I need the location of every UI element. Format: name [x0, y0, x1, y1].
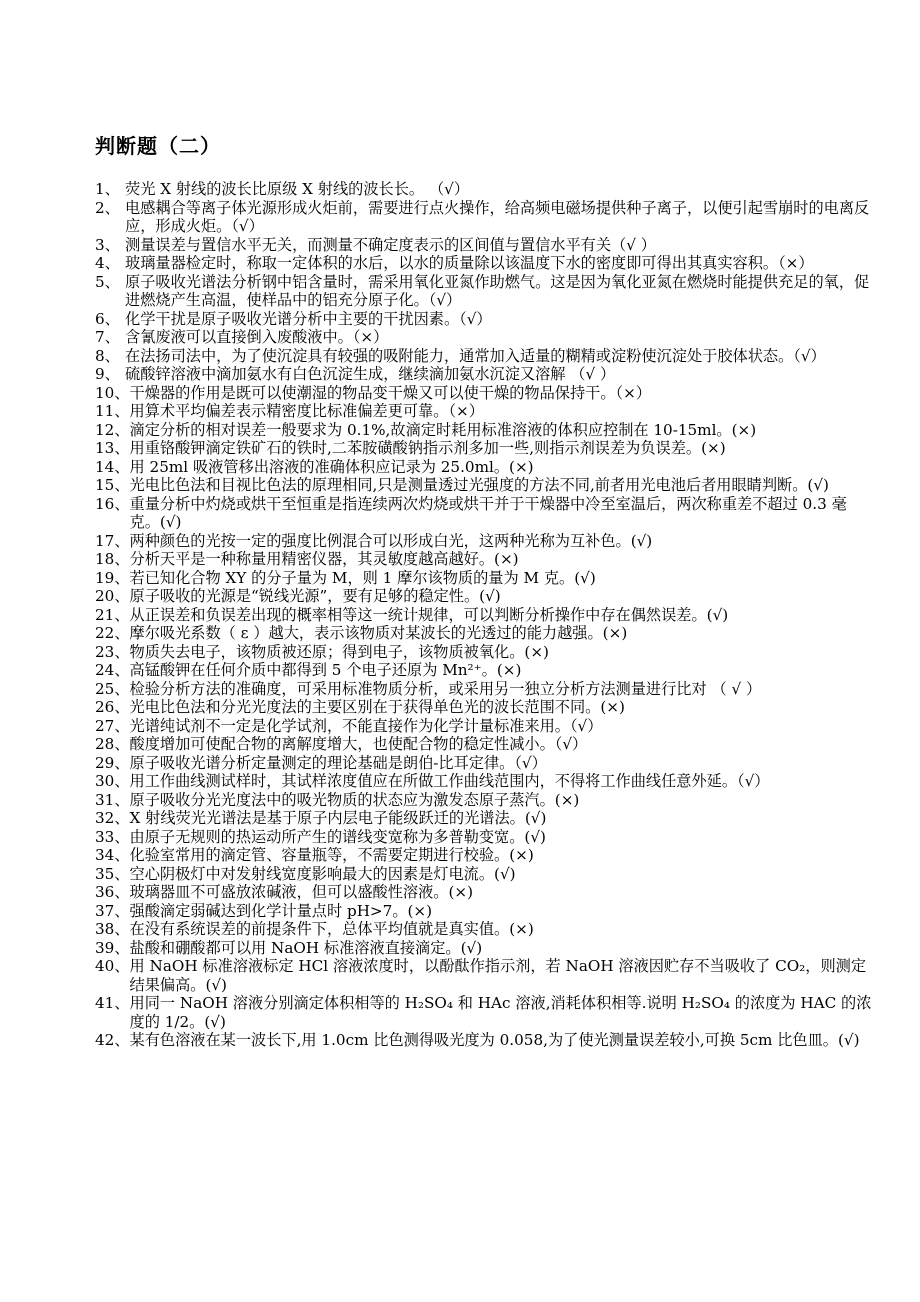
- question-number: 16、: [95, 494, 130, 513]
- question-number: 23、: [95, 642, 130, 661]
- question-item: [95, 569, 875, 588]
- question-item: [95, 495, 875, 532]
- question-text: 含氰废液可以直接倒入废酸液中。（×）: [125, 328, 389, 346]
- question-number: 18、: [95, 550, 130, 568]
- question-item: [95, 606, 875, 625]
- question-number: 30、: [95, 772, 130, 790]
- question-text: 酸度增加可使配合物的离解度增大，也使配合物的稳定性减小。（√）: [129, 735, 588, 753]
- question-text: 高锰酸钾在任何介质中都得到 5 个电子还原为 Mn²⁺。(×): [129, 661, 522, 679]
- question-text: 滴定分析的相对误差一般要求为 0.1%,故滴定时耗用标准溶液的体积应控制在 10-15ml。(×): [129, 420, 757, 439]
- question-text: 玻璃量器检定时，称取一定体积的水后，以水的质量除以该温度下水的密度即可得出其真实容积。（×）: [125, 254, 814, 272]
- question-item: [95, 310, 875, 329]
- question-text: 强酸滴定弱碱达到化学计量点时 pH>7。(×): [129, 901, 433, 920]
- question-number: 34、: [95, 846, 130, 864]
- question-number: 20、: [95, 587, 130, 605]
- question-number: 3、: [95, 235, 120, 254]
- question-number: 41、: [95, 994, 130, 1012]
- question-number: 5、: [95, 272, 120, 291]
- question-text: 电感耦合等离子体光源形成火炬前，需要进行点火操作，给高频电磁场提供种子离子，以便引起雪崩时的电离反应，形成火炬。（√）: [125, 198, 870, 235]
- question-number: 11、: [95, 402, 130, 420]
- question-number: 12、: [95, 420, 130, 439]
- question-number: 31、: [95, 790, 130, 809]
- question-text: 两种颜色的光按一定的强度比例混合可以形成白光，这两种光称为互补色。(√): [129, 531, 653, 550]
- question-number: 25、: [95, 679, 130, 698]
- question-text: 空心阴极灯中对发射线宽度影响最大的因素是灯电流。(√): [129, 864, 516, 883]
- question-text: 用 NaOH 标准溶液标定 HCl 溶液浓度时，以酚酞作指示剂，若 NaOH 溶液因贮存不当吸收了 CO₂，则测定结果偏高。(√): [129, 957, 867, 994]
- question-text: 光电比色法和目视比色法的原理相同,只是测量透过光强度的方法不同,前者用光电池后者用眼睛判断。(√): [129, 476, 829, 494]
- question-text: 重量分析中灼烧或烘干至恒重是指连续两次灼烧或烘干并于干燥器中冷至室温后，两次称重差不超过 0.3 毫克。(√): [129, 494, 847, 531]
- question-text: X 射线荧光光谱法是基于原子内层电子能级跃迁的光谱法。(√): [129, 809, 547, 827]
- question-text: 由原子无规则的热运动所产生的谱线变宽称为多普勒变宽。(√): [129, 827, 546, 846]
- question-item: [95, 846, 875, 865]
- question-item: [95, 957, 875, 994]
- question-item: [95, 347, 875, 366]
- question-number: 29、: [95, 753, 130, 772]
- question-text: 干燥器的作用是既可以使潮湿的物品变干燥又可以使干燥的物品保持干。（×）: [129, 383, 652, 402]
- question-item: [95, 587, 875, 606]
- question-text: 原子吸收光谱法分析钢中铝含量时，需采用氧化亚氮作助燃气。这是因为氧化亚氮在燃烧时能提供充足的氧，促进燃烧产生高温，使样品中的铝充分原子化。（√）: [125, 272, 870, 309]
- question-number: 36、: [95, 883, 130, 901]
- question-number: 13、: [95, 439, 130, 457]
- question-text: 原子吸收的光源是“锐线光源”，要有足够的稳定性。(√): [129, 587, 501, 605]
- question-item: [95, 328, 875, 347]
- question-item: [95, 1031, 875, 1050]
- question-item: [95, 458, 875, 477]
- question-number: 8、: [95, 346, 120, 365]
- question-number: 39、: [95, 938, 130, 957]
- question-item: [95, 643, 875, 662]
- question-number: 15、: [95, 476, 130, 494]
- question-number: 37、: [95, 901, 130, 920]
- question-number: 38、: [95, 920, 130, 938]
- question-number: 24、: [95, 661, 130, 679]
- question-number: 2、: [95, 198, 120, 217]
- question-item: [95, 476, 875, 495]
- question-item: [95, 199, 875, 236]
- question-number: 10、: [95, 383, 130, 402]
- question-item: [95, 791, 875, 810]
- question-item: [95, 254, 875, 273]
- question-number: 32、: [95, 809, 130, 827]
- question-text: 荧光 X 射线的波长比原级 X 射线的波长长。 （√）: [125, 180, 470, 198]
- question-item: [95, 828, 875, 847]
- question-text: 摩尔吸光系数（ ε ）越大，表示该物质对某波长的光透过的能力越强。(×): [129, 624, 628, 642]
- question-text: 在法扬司法中，为了使沉淀具有较强的吸附能力，通常加入适量的糊精或淀粉使沉淀处于胶体状态。（√）: [125, 346, 826, 365]
- question-number: 27、: [95, 716, 130, 735]
- question-number: 21、: [95, 605, 130, 624]
- question-item: [95, 365, 875, 384]
- question-item: [95, 624, 875, 643]
- question-text: 若已知化合物 XY 的分子量为 M，则 1 摩尔该物质的量为 M 克。(√): [129, 568, 596, 587]
- question-item: [95, 754, 875, 773]
- question-item: [95, 180, 875, 199]
- question-number: 17、: [95, 531, 130, 550]
- question-text: 用重铬酸钾滴定铁矿石的铁时,二苯胺磺酸钠指示剂多加一些,则指示剂误差为负误差。(×): [129, 439, 726, 457]
- question-item: [95, 661, 875, 680]
- question-text: 光谱纯试剂不一定是化学试剂，不能直接作为化学计量标准来用。（√）: [129, 716, 603, 735]
- question-number: 26、: [95, 698, 130, 716]
- question-item: [95, 402, 875, 421]
- question-text: 光电比色法和分光光度法的主要区别在于获得单色光的波长范围不同。(×): [129, 698, 625, 716]
- question-item: [95, 273, 875, 310]
- question-number: 6、: [95, 309, 120, 328]
- question-item: [95, 717, 875, 736]
- question-text: 用算术平均偏差表示精密度比标准偏差更可靠。（×）: [129, 402, 484, 420]
- question-item: [95, 883, 875, 902]
- question-item: [95, 809, 875, 828]
- question-text: 物质失去电子，该物质被还原；得到电子，该物质被氧化。(×): [129, 642, 549, 661]
- question-item: [95, 236, 875, 255]
- question-number: 42、: [95, 1031, 130, 1049]
- question-number: 35、: [95, 864, 130, 883]
- question-text: 玻璃器皿不可盛放浓碱液，但可以盛酸性溶液。(×): [129, 883, 474, 901]
- page-title: 判断题（二）: [95, 134, 221, 158]
- question-item: [95, 680, 875, 699]
- question-text: 检验分析方法的准确度，可采用标准物质分析，或采用另一独立分析方法测量进行比对 （ √ ）: [129, 679, 762, 698]
- question-item: [95, 865, 875, 884]
- question-text: 原子吸收光谱分析定量测定的理论基础是朗伯-比耳定律。（√）: [129, 753, 547, 772]
- question-number: 7、: [95, 328, 120, 346]
- question-text: 化验室常用的滴定管、容量瓶等，不需要定期进行校验。(×): [129, 846, 534, 864]
- question-item: [95, 772, 875, 791]
- question-text: 用 25ml 吸液管移出溶液的准确体积应记录为 25.0ml。(×): [129, 457, 534, 476]
- question-item: [95, 532, 875, 551]
- question-number: 4、: [95, 254, 120, 272]
- question-item: [95, 384, 875, 403]
- question-item: [95, 939, 875, 958]
- question-number: 33、: [95, 827, 130, 846]
- question-text: 测量误差与置信水平无关，而测量不确定度表示的区间值与置信水平有关（√ ）: [125, 235, 656, 254]
- question-number: 19、: [95, 568, 130, 587]
- question-text: 用工作曲线测试样时，其试样浓度值应在所做工作曲线范围内，不得将工作曲线任意外延。（√）: [129, 772, 770, 790]
- question-item: [95, 550, 875, 569]
- question-number: 14、: [95, 457, 130, 476]
- question-item: [95, 439, 875, 458]
- question-text: 某有色溶液在某一波长下,用 1.0cm 比色测得吸光度为 0.058,为了使光测量误差较小,可换 5cm 比色皿。(√): [129, 1031, 860, 1049]
- question-text: 在没有系统误差的前提条件下，总体平均值就是真实值。(×): [129, 920, 534, 938]
- question-text: 从正误差和负误差出现的概率相等这一统计规律，可以判断分析操作中存在偶然误差。(√): [129, 605, 729, 624]
- question-list: [95, 180, 875, 1050]
- question-item: [95, 902, 875, 921]
- question-text: 分析天平是一种称量用精密仪器，其灵敏度越高越好。(×): [129, 550, 519, 568]
- question-number: 1、: [95, 180, 120, 198]
- question-item: [95, 994, 875, 1031]
- question-number: 28、: [95, 735, 130, 753]
- question-text: 化学干扰是原子吸收光谱分析中主要的干扰因素。（√）: [125, 309, 492, 328]
- question-text: 盐酸和硼酸都可以用 NaOH 标准溶液直接滴定。(√): [129, 938, 483, 957]
- question-text: 原子吸收分光光度法中的吸光物质的状态应为激发态原子蒸汽。(×): [129, 790, 580, 809]
- question-number: 40、: [95, 957, 130, 975]
- question-item: [95, 421, 875, 440]
- question-text: 用同一 NaOH 溶液分别滴定体积相等的 H₂SO₄ 和 HAc 溶液,消耗体积相等.说明 H₂SO₄ 的浓度为 HAC 的浓度的 1/2。(√): [129, 994, 872, 1031]
- question-item: [95, 735, 875, 754]
- question-number: 22、: [95, 624, 130, 642]
- question-item: [95, 920, 875, 939]
- question-item: [95, 698, 875, 717]
- question-text: 硫酸锌溶液中滴加氨水有白色沉淀生成，继续滴加氨水沉淀又溶解 （√ ）: [125, 365, 616, 383]
- question-number: 9、: [95, 365, 120, 383]
